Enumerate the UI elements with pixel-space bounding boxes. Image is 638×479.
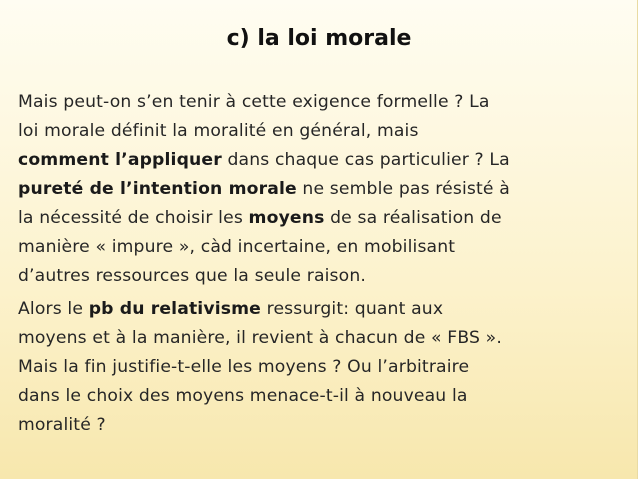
text-segment: ne semble pas résisté à: [296, 179, 510, 199]
slide-body: [18, 88, 630, 440]
text-line: [18, 411, 630, 440]
paragraph: [18, 295, 630, 440]
text-line: [18, 117, 630, 146]
slide-title: c) la loi morale: [226, 26, 412, 51]
text-line: [18, 353, 630, 382]
text-line: [18, 88, 630, 117]
text-line: [18, 204, 630, 233]
text-segment: dans le choix des moyens menace-t-il à nouveau la: [18, 386, 468, 406]
text-segment: loi morale définit la moralité en général, mais: [18, 121, 419, 141]
emphasized-text: pb du relativisme: [88, 299, 261, 319]
text-segment: ressurgit: quant aux: [261, 299, 444, 319]
emphasized-text: pureté de l’intention morale: [18, 179, 297, 199]
text-segment: Alors le: [18, 299, 89, 319]
text-line: [18, 324, 630, 353]
text-segment: moyens et à la manière, il revient à chacun de « FBS ».: [18, 328, 502, 348]
text-line: [18, 233, 630, 262]
text-segment: d’autres ressources que la seule raison.: [18, 266, 366, 286]
text-segment: Mais la fin justifie-t-elle les moyens ? Ou l’arbitraire: [18, 357, 470, 377]
text-segment: dans chaque cas particulier ? La: [221, 150, 510, 170]
text-line: [18, 146, 630, 175]
text-segment: de sa réalisation de: [324, 208, 502, 228]
text-segment: Mais peut-on s’en tenir à cette exigence formelle ? La: [18, 92, 490, 112]
text-segment: manière « impure », càd incertaine, en mobilisant: [18, 237, 456, 257]
text-line: [18, 175, 630, 204]
emphasized-text: comment l’appliquer: [18, 150, 222, 170]
text-line: [18, 295, 630, 324]
paragraph: [18, 88, 630, 291]
text-segment: moralité ?: [18, 415, 106, 435]
emphasized-text: moyens: [248, 208, 325, 228]
text-line: [18, 382, 630, 411]
text-segment: la nécessité de choisir les: [18, 208, 249, 228]
text-line: [18, 262, 630, 291]
